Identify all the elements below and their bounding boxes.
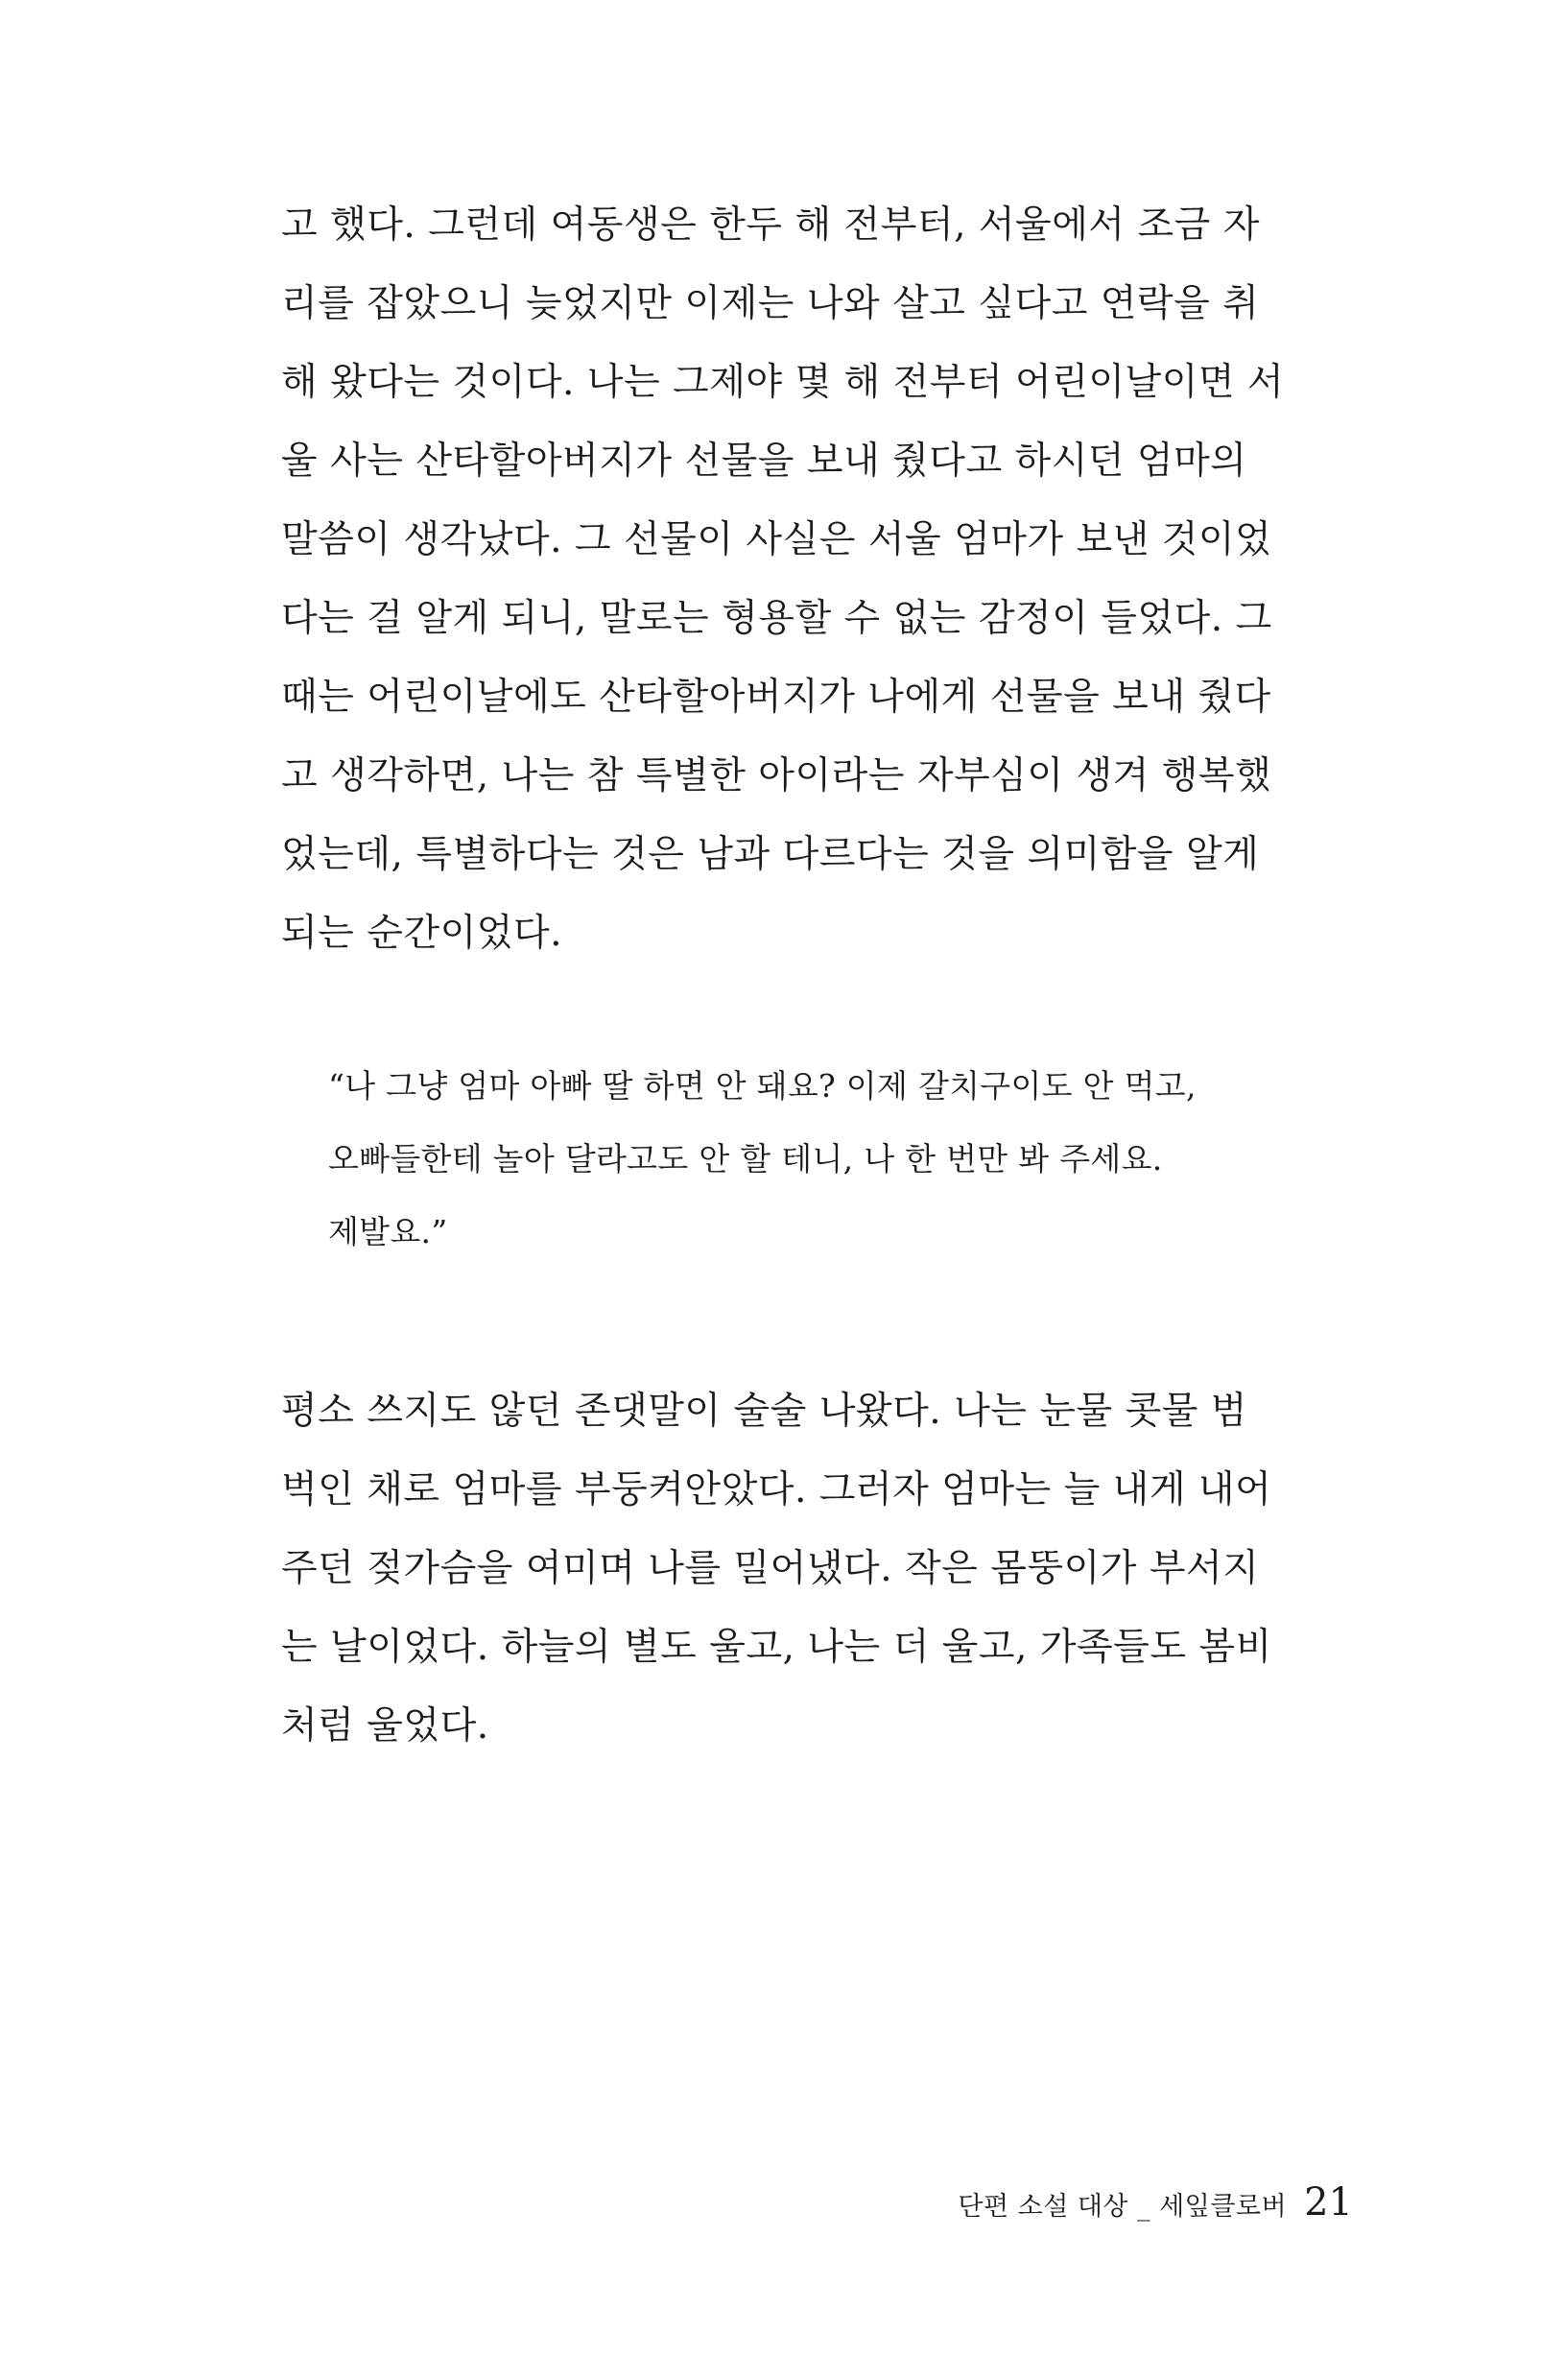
paragraph-line: 울 사는 산타할아버지가 선물을 보내 줬다고 하시던 엄마의 [281, 440, 1247, 483]
paragraph-line: 었는데, 특별하다는 것은 남과 다르다는 것을 의미함을 알게 [281, 833, 1260, 876]
paragraph-line: 주던 젖가슴을 여미며 나를 밀어냈다. 작은 몸뚱이가 부서지 [281, 1547, 1260, 1590]
paragraph-line: 되는 순간이었다. [281, 912, 563, 955]
paragraph-line: 말씀이 생각났다. 그 선물이 사실은 서울 엄마가 보낸 것이었 [281, 518, 1272, 561]
paragraph-line: 고 생각하면, 나는 참 특별한 아이라는 자부심이 생겨 행복했 [281, 754, 1272, 797]
paragraph-line: 처럼 울었다. [281, 1704, 489, 1748]
paragraph-line: 고 했다. 그런데 여동생은 한두 해 전부터, 서울에서 조금 자 [281, 203, 1260, 247]
paragraph-line: 는 날이었다. 하늘의 별도 울고, 나는 더 울고, 가족들도 봄비 [281, 1626, 1272, 1669]
paragraph-line: 평소 쓰지도 않던 존댓말이 술술 나왔다. 나는 눈물 콧물 범 [281, 1390, 1247, 1433]
paragraph-line: 다는 걸 알게 되니, 말로는 형용할 수 없는 감정이 들었다. 그 [281, 597, 1272, 640]
quote-line: 오빠들한테 놀아 달라고도 안 할 테니, 나 한 번만 봐 주세요. [328, 1140, 1163, 1178]
paragraph-line: 리를 잡았으니 늦었지만 이제는 나와 살고 싶다고 연락을 취 [281, 282, 1260, 325]
quote-line: “나 그냥 엄마 아빠 딸 하면 안 돼요? 이제 갈치구이도 안 먹고, [328, 1067, 1197, 1105]
paragraph-line: 해 왔다는 것이다. 나는 그제야 몇 해 전부터 어린이날이면 서 [281, 361, 1285, 404]
running-footer-title: 단편 소설 대상 _ 세잎클로버 [958, 2192, 1288, 2222]
page-footer [921, 2180, 1353, 2238]
paragraph-line: 때는 어린이날에도 산타할아버지가 나에게 선물을 보내 줬다 [281, 676, 1271, 719]
paragraph-line: 벅인 채로 엄마를 부둥켜안았다. 그러자 엄마는 늘 내게 내어 [281, 1468, 1272, 1511]
page-number: 21 [1304, 2180, 1353, 2225]
quote-line: 제발요.” [328, 1213, 448, 1250]
